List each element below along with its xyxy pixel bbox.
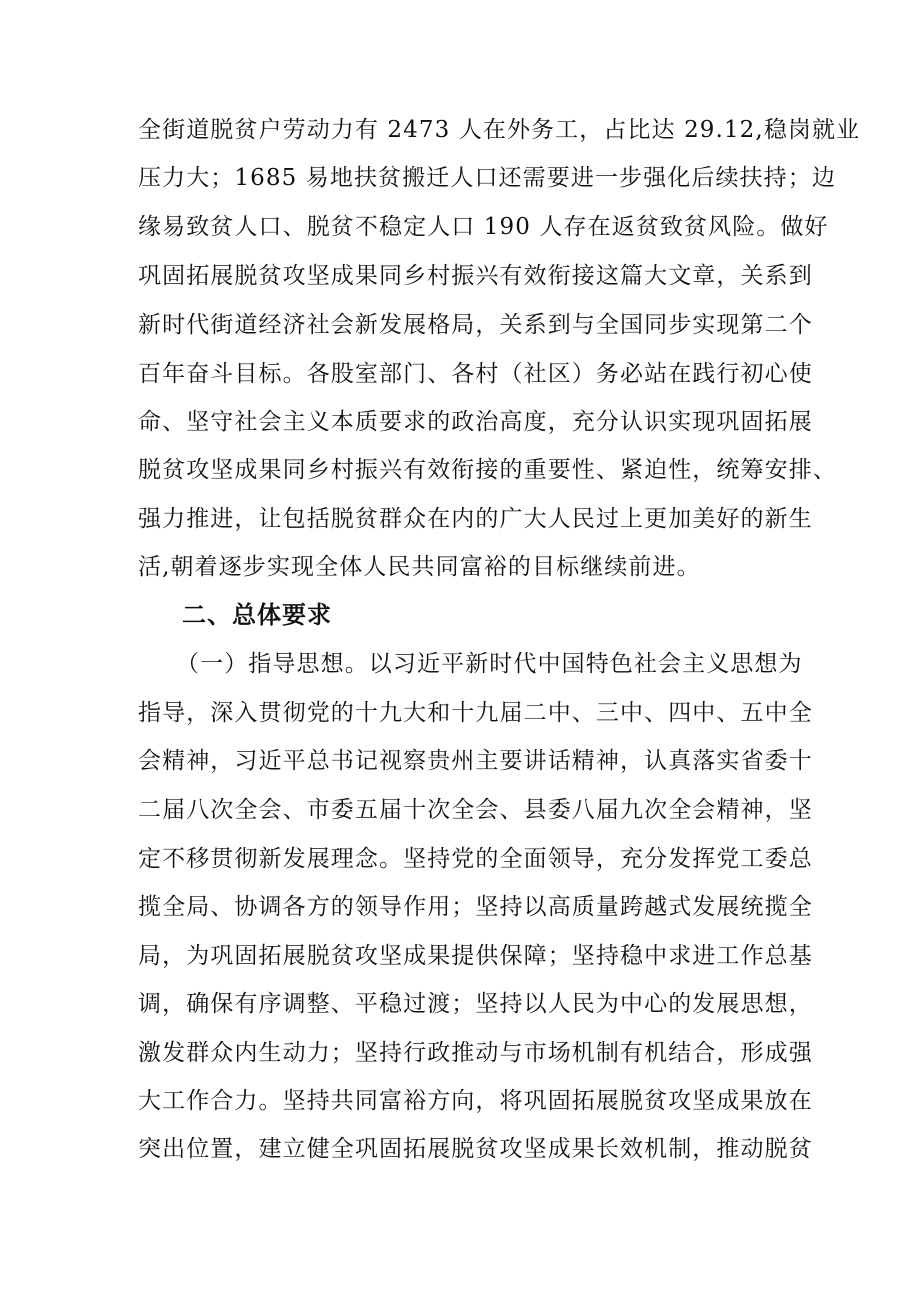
paragraph-2-line-6: 揽全局、协调各方的领导作用；坚持以高质量跨越式发展统揽全	[138, 894, 813, 920]
paragraph-2-line-8: 调，确保有序调整、平稳过渡；坚持以人民为中心的发展思想，	[138, 991, 813, 1017]
paragraph-1-line-7: 命、坚守社会主义本质要求的政治高度，充分认识实现巩固拓展	[138, 409, 813, 435]
paragraph-1-line-6: 百年奋斗目标。各股室部门、各村（社区）务必站在践行初心使	[138, 361, 813, 387]
paragraph-1-line-4: 巩固拓展脱贫攻坚成果同乡村振兴有效衔接这篇大文章，关系到	[138, 263, 813, 289]
paragraph-1-line-8: 脱贫攻坚成果同乡村振兴有效衔接的重要性、紧迫性，统筹安排、	[138, 457, 837, 483]
paragraph-2-line-5: 定不移贯彻新发展理念。坚持党的全面领导，充分发挥党工委总	[138, 846, 813, 872]
paragraph-2-line-2: 指导，深入贯彻党的十九大和十九届二中、三中、四中、五中全	[138, 700, 813, 726]
paragraph-1-line-10: 活,朝着逐步实现全体人民共同富裕的目标继续前进。	[138, 554, 701, 580]
paragraph-2-line-1: （一）指导思想。以习近平新时代中国特色社会主义思想为	[176, 651, 803, 677]
paragraph-2-line-7: 局，为巩固拓展脱贫攻坚成果提供保障；坚持稳中求进工作总基	[138, 943, 813, 969]
paragraph-2-line-3: 会精神，习近平总书记视察贵州主要讲话精神，认真落实省委十	[138, 748, 813, 774]
paragraph-1-line-3: 缘易致贫人口、脱贫不稳定人口 190 人存在返贫致贫风险。做好	[138, 214, 829, 240]
paragraph-1-line-2: 压力大；1685 易地扶贫搬迁人口还需要进一步强化后续扶持；边	[138, 165, 836, 191]
paragraph-2-line-10: 大工作合力。坚持共同富裕方向，将巩固拓展脱贫攻坚成果放在	[138, 1088, 813, 1114]
paragraph-1-line-5: 新时代街道经济社会新发展格局，关系到与全国同步实现第二个	[138, 312, 813, 338]
paragraph-1-line-1: 全街道脱贫户劳动力有 2473 人在外务工，占比达 29.12,稳岗就业	[138, 117, 861, 143]
paragraph-2-line-11: 突出位置，建立健全巩固拓展脱贫攻坚成果长效机制，推动脱贫	[138, 1136, 813, 1162]
paragraph-2-line-9: 激发群众内生动力；坚持行政推动与市场机制有机结合，形成强	[138, 1040, 813, 1066]
section-heading: 二、总体要求	[182, 601, 332, 629]
paragraph-1-line-9: 强力推进，让包括脱贫群众在内的广大人民过上更加美好的新生	[138, 506, 813, 532]
paragraph-2-line-4: 二届八次全会、市委五届十次全会、县委八届九次全会精神，坚	[138, 797, 813, 823]
